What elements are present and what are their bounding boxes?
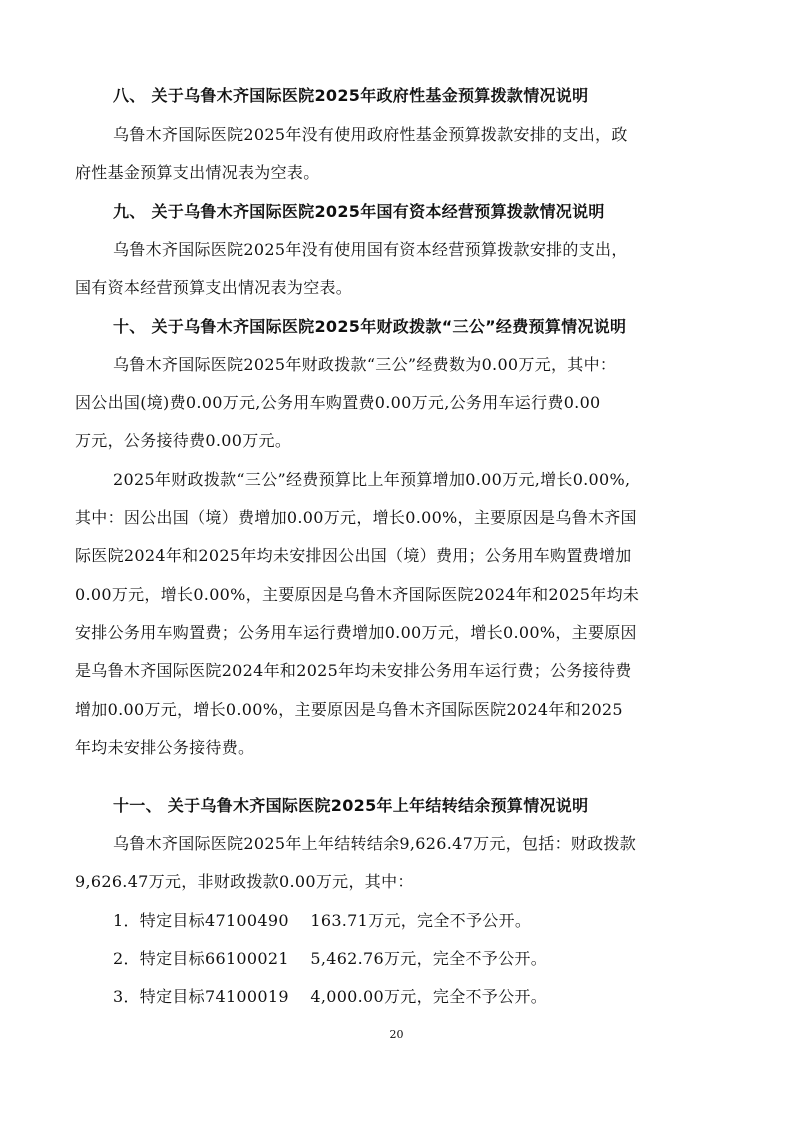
paragraph-line: 2025年财政拨款“三公”经费预算比上年预算增加0.00万元,增长0.00%,	[113, 470, 631, 489]
paragraph-line: 乌鲁木齐国际医院2025年财政拨款“三公”经费数为0.00万元，其中：	[113, 355, 617, 374]
paragraph-line: 增加0.00万元，增长0.00%，主要原因是乌鲁木齐国际医院2024年和2025	[75, 700, 623, 719]
list-item: 1．特定目标47100490 163.71万元，完全不予公开。	[113, 911, 532, 930]
page-number: 20	[389, 1028, 404, 1041]
paragraph-line: 其中：因公出国（境）费增加0.00万元，增长0.00%，主要原因是乌鲁木齐国	[75, 508, 637, 527]
paragraph-line: 年均未安排公务接待费。	[75, 738, 255, 757]
paragraph-line: 国有资本经营预算支出情况表为空表。	[75, 278, 353, 297]
paragraph-line: 是乌鲁木齐国际医院2024年和2025年均未安排公务用车运行费；公务接待费	[75, 661, 632, 680]
paragraph-line: 际医院2024年和2025年均未安排因公出国（境）费用；公务用车购置费增加	[75, 546, 632, 565]
paragraph-line: 0.00万元，增长0.00%，主要原因是乌鲁木齐国际医院2024年和2025年均未	[75, 585, 640, 604]
section-heading-9: 九、 关于乌鲁木齐国际医院2025年国有资本经营预算拨款情况说明	[113, 202, 605, 221]
paragraph-line: 乌鲁木齐国际医院2025年上年结转结余9,626.47万元，包括：财政拨款	[113, 834, 637, 853]
paragraph-line: 9,626.47万元，非财政拨款0.00万元，其中：	[75, 872, 414, 891]
list-item: 3．特定目标74100019 4,000.00万元，完全不予公开。	[113, 987, 548, 1006]
section-heading-11: 十一、 关于乌鲁木齐国际医院2025年上年结转结余预算情况说明	[113, 796, 589, 815]
section-heading-8: 八、 关于乌鲁木齐国际医院2025年政府性基金预算拨款情况说明	[113, 86, 589, 105]
paragraph-line: 万元，公务接待费0.00万元。	[75, 431, 292, 450]
list-item: 2．特定目标66100021 5,462.76万元，完全不予公开。	[113, 949, 548, 968]
paragraph-line: 乌鲁木齐国际医院2025年没有使用国有资本经营预算拨款安排的支出，	[113, 240, 628, 259]
paragraph-line: 府性基金预算支出情况表为空表。	[75, 163, 320, 182]
section-heading-10: 十、 关于乌鲁木齐国际医院2025年财政拨款“三公”经费预算情况说明	[113, 317, 627, 336]
paragraph-line: 因公出国(境)费0.00万元,公务用车购置费0.00万元,公务用车运行费0.00	[75, 393, 601, 412]
paragraph-line: 乌鲁木齐国际医院2025年没有使用政府性基金预算拨款安排的支出，政	[113, 125, 628, 144]
paragraph-line: 安排公务用车购置费；公务用车运行费增加0.00万元，增长0.00%，主要原因	[75, 623, 637, 642]
